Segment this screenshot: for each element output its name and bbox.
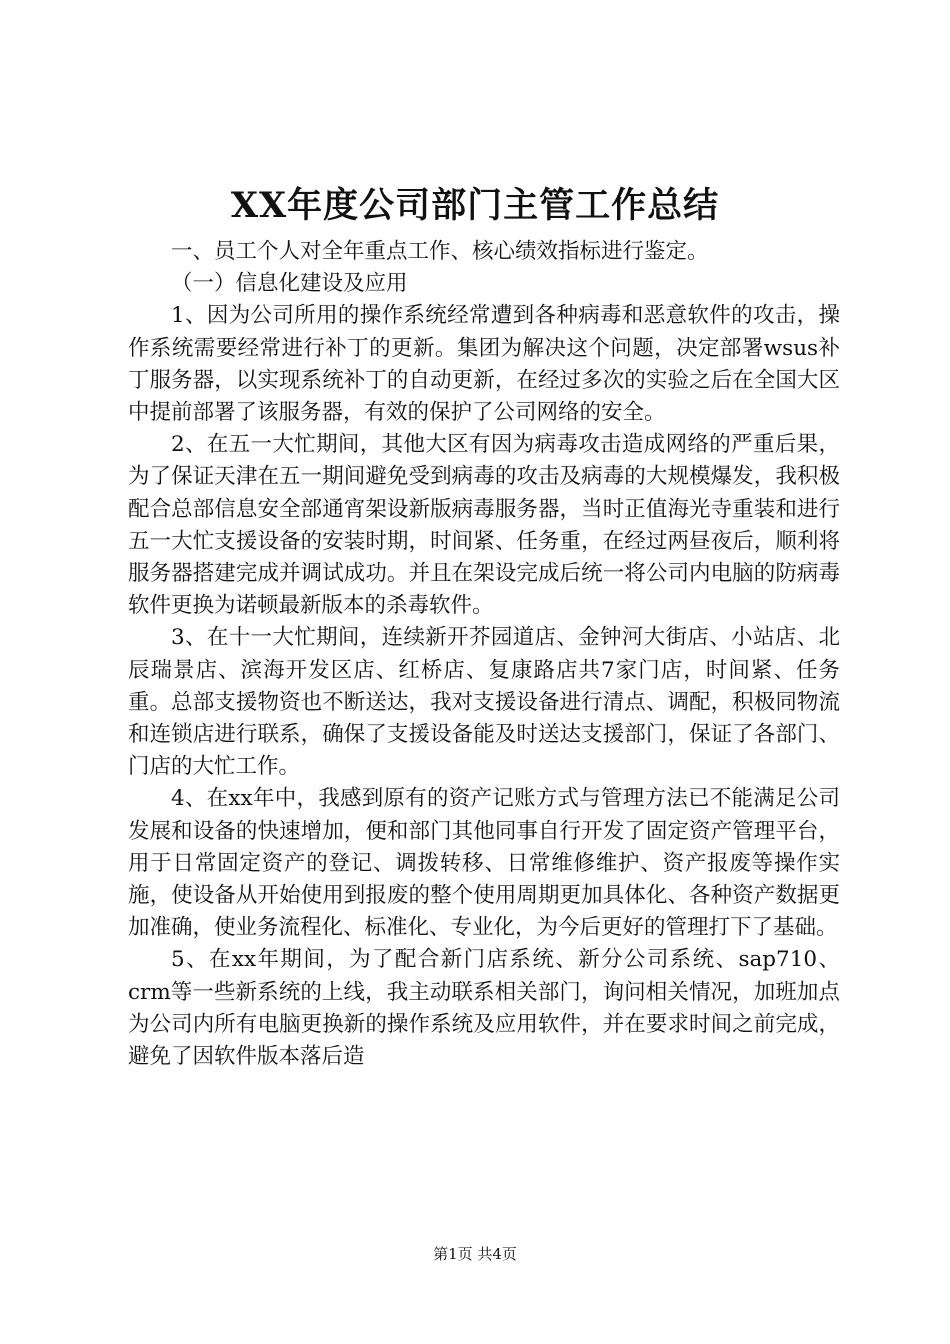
page-title: XX年度公司部门主管工作总结 — [230, 185, 720, 226]
page-footer: 第1页 共4页 — [433, 1245, 517, 1263]
paragraph-4: 4、在xx年中，我感到原有的资产记账方式与管理方法已不能满足公司发展和设备的快速增加，便和部门其他同事自行开发了固定资产管理平台，用于日常固定资产的登记、调拨转移、日常维修维护、资产报废等操作实施，使设备从开始使用到报废的整个使用周期更加具体化、各种资产数据更加准确，使业务流程化、标准化、专业化，为今后更好的管理打下了基础。 — [128, 786, 840, 941]
paragraph-2: 2、在五一大忙期间，其他大区有因为病毒攻击造成网络的严重后果，为了保证天津在五一期间避免受到病毒的攻击及病毒的大规模爆发，我积极配合总部信息安全部通宵架设新版病毒服务器，当时正值海光寺重装和进行五一大忙支援设备的安装时期，时间紧、任务重，在经过两昼夜后，顺利将服务器搭建完成并调试成功。并且在架设完成后统一将公司内电脑的防病毒软件更换为诺顿最新版本的杀毒软件。 — [128, 432, 840, 619]
section-heading: 一、员工个人对全年重点工作、核心绩效指标进行鉴定。 — [171, 239, 709, 264]
paragraph-5: 5、在xx年期间，为了配合新门店系统、新分公司系统、sap710、crm等一些新系统的上线，我主动联系相关部门，询问相关情况，加班加点为公司内所有电脑更换新的操作系统及应用软件，并在要求时间之前完成，避免了因软件版本落后造 — [128, 947, 840, 1070]
paragraph-1: 1、因为公司所用的操作系统经常遭到各种病毒和恶意软件的攻击，操作系统需要经常进行补丁的更新。集团为解决这个问题，决定部署wsus补丁服务器，以实现系统补丁的自动更新，在经过多次的实验之后在全国大区中提前部署了该服务器，有效的保护了公司网络的安全。 — [128, 303, 840, 426]
paragraph-3: 3、在十一大忙期间，连续新开芥园道店、金钟河大街店、小站店、北辰瑞景店、滨海开发区店、红桥店、复康路店共7家门店，时间紧、任务重。总部支援物资也不断送达，我对支援设备进行清点、调配，积极同物流和连锁店进行联系，确保了支援设备能及时送达支援部门，保证了各部门、门店的大忙工作。 — [128, 625, 840, 780]
subsection-heading: （一）信息化建设及应用 — [171, 271, 408, 297]
document-body — [128, 236, 840, 1073]
